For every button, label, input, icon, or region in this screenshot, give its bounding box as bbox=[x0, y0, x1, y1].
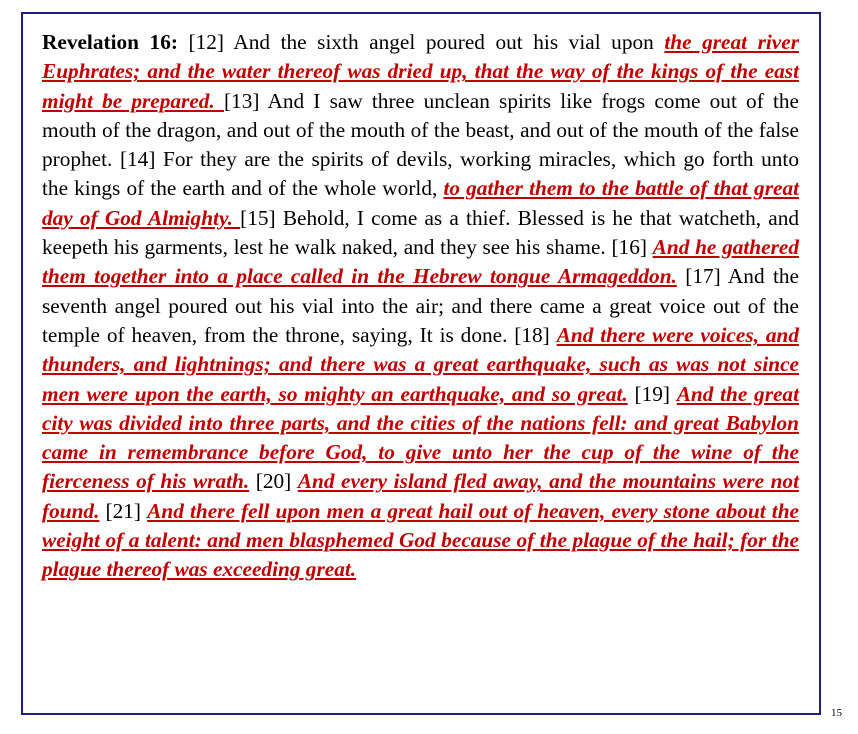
segment-11: And every island fled away, and the mountains were not found. bbox=[42, 469, 799, 523]
segment-12: [21] bbox=[99, 498, 148, 523]
chapter-reference: Revelation 16: bbox=[42, 30, 178, 54]
segment-1: the great river Euphrates; and the water thereof was dried up, that the way of the kings of the east might be prepared. bbox=[42, 30, 800, 113]
segment-7: And there were voices, and thunders, and lightnings; and there was a great earthquake, such as was not since men were upon the earth, so mighty an earthquake, and so great. bbox=[42, 322, 799, 406]
segment-6: [17] And the seventh angel poured out his vial into the air; and there came a great voice out of the temple of heaven, from the throne, saying, It is done. [18] bbox=[42, 264, 799, 347]
segment-9: And the great city was divided into three parts, and the cities of the nations fell: and great Babylon came in remembrance before God, to give unto her the cup of the wine of the fierceness of his wrath. bbox=[42, 381, 799, 494]
page-number: 15 bbox=[831, 707, 842, 719]
segment-0: [12] And the sixth angel poured out his vial upon bbox=[177, 30, 665, 54]
segment-4: [15] Behold, I come as a thief. Blessed is he that watcheth, and keepeth his garments, lest he walk naked, and they see his shame. [16] bbox=[42, 205, 799, 260]
scripture-passage bbox=[42, 28, 799, 585]
segment-10: [20] bbox=[249, 469, 298, 494]
segment-5: And he gathered them together into a place called in the Hebrew tongue Armageddon. bbox=[42, 235, 799, 289]
segment-2: [13] And I saw three unclean spirits like frogs come out of the mouth of the dragon, and out of the mouth of the beast, and out of the mouth of the false prophet. [14] For they are the spirits of devils, working miracles, which go forth unto the kings of the earth and of the whole world, bbox=[42, 88, 799, 201]
segment-13: And there fell upon men a great hail out of heaven, every stone about the weight of a talent: and men blasphemed God because of the plague of the hail; for the plague thereof was exceeding great. bbox=[42, 498, 799, 582]
segment-8: [19] bbox=[627, 381, 677, 406]
segment-3: to gather them to the battle of that great day of God Almighty. bbox=[42, 176, 800, 230]
